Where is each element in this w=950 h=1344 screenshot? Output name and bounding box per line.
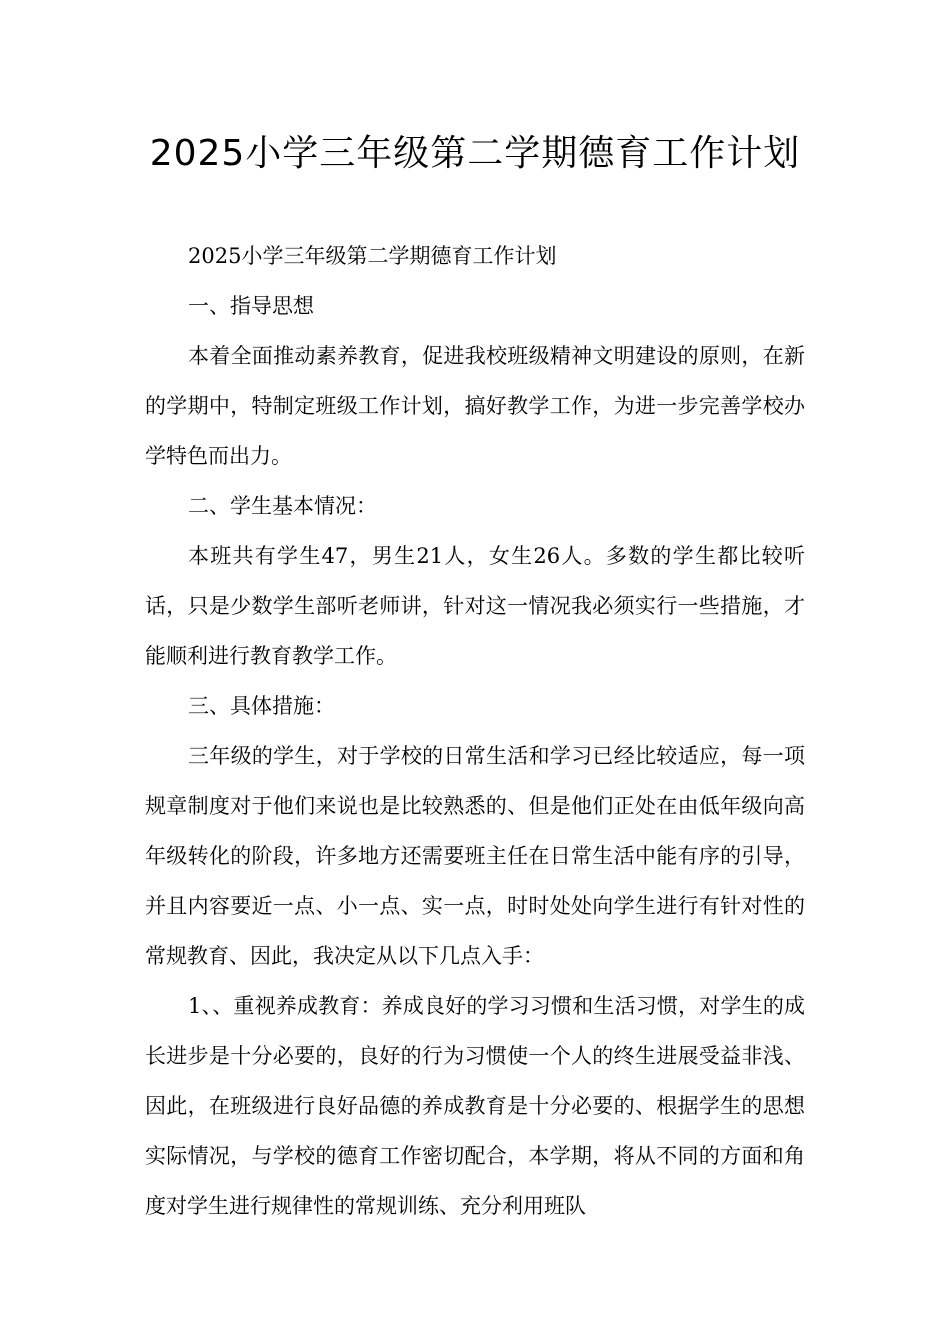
- paragraph-measures-intro: 三年级的学生，对于学校的日常生活和学习已经比较适应，每一项规章制度对于他们来说也是比较熟悉的、但是他们正处在由低年级向高年级转化的阶段，许多地方还需要班主任在日常生活中能有序的引导，并且内容要近一点、小一点、实一点，时时处处向学生进行有针对性的常规教育、因此，我决定从以下几点入手：: [145, 744, 805, 968]
- document-body: [145, 231, 805, 1231]
- subtitle-paragraph: 2025小学三年级第二学期德育工作计划: [188, 244, 557, 268]
- paragraph-student-situation: 本班共有学生47，男生21人，女生26人。多数的学生都比较听话，只是少数学生部听老师讲，针对这一情况我必须实行一些措施，才能顺利进行教育教学工作。: [145, 544, 805, 668]
- document-title: 2025小学三年级第二学期德育工作计划: [149, 133, 801, 174]
- section-heading-student-situation: 二、学生基本情况：: [188, 494, 377, 518]
- paragraph-habit-education: 1、、重视养成教育：养成良好的学习习惯和生活习惯，对学生的成长进步是十分必要的，良好的行为习惯使一个人的终生进展受益非浅、因此，在班级进行良好品德的养成教育是十分必要的、根据学生的思想实际情况，与学校的德育工作密切配合，本学期，将从不同的方面和角度对学生进行规律性的常规训练、充分利用班队: [145, 994, 805, 1218]
- section-heading-guiding-ideology: 一、指导思想: [188, 294, 314, 318]
- section-heading-measures: 三、具体措施：: [188, 694, 335, 718]
- paragraph-guiding-ideology: 本着全面推动素养教育，促进我校班级精神文明建设的原则，在新的学期中，特制定班级工作计划，搞好教学工作，为进一步完善学校办学特色而出力。: [145, 344, 805, 468]
